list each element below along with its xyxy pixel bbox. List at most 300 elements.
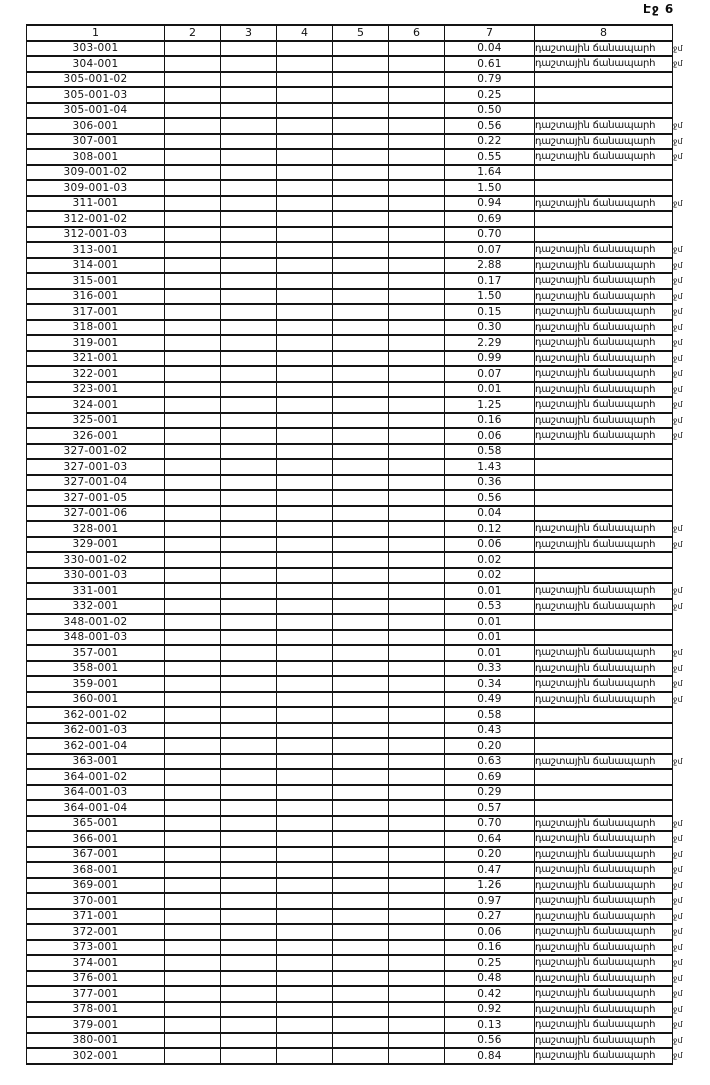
empty-cell (165, 707, 221, 723)
table-row (27, 645, 697, 661)
margin-note: ջմ (673, 586, 683, 596)
margin-note (673, 180, 697, 196)
empty-cell (165, 320, 221, 336)
empty-cell (221, 118, 277, 134)
table-row (27, 785, 697, 801)
margin-note: ջմ (673, 136, 683, 146)
empty-cell (277, 847, 333, 863)
empty-cell (277, 227, 333, 243)
table-row (27, 382, 697, 398)
empty-cell (333, 351, 389, 367)
empty-cell (221, 568, 277, 584)
parcel-code: 357-001 (27, 645, 165, 661)
empty-cell (277, 134, 333, 150)
area-value: 0.61 (445, 56, 535, 72)
empty-cell (333, 397, 389, 413)
empty-cell (333, 1017, 389, 1033)
parcel-code: 313-001 (27, 242, 165, 258)
empty-cell (333, 1048, 389, 1064)
table-row (27, 692, 697, 708)
land-use-type (535, 568, 673, 584)
parcel-code: 348-001-03 (27, 630, 165, 646)
area-value: 0.43 (445, 723, 535, 739)
land-use-type: դաշտային ճանապարհ (535, 1017, 673, 1033)
empty-cell (389, 940, 445, 956)
empty-cell (389, 366, 445, 382)
empty-cell (221, 521, 277, 537)
parcel-code: 327-001-04 (27, 475, 165, 491)
land-use-type (535, 490, 673, 506)
empty-cell (165, 490, 221, 506)
parcel-code: 309-001-03 (27, 180, 165, 196)
area-value: 0.58 (445, 707, 535, 723)
margin-note (673, 723, 697, 739)
empty-cell (389, 165, 445, 181)
empty-cell (277, 893, 333, 909)
parcel-code: 364-001-03 (27, 785, 165, 801)
empty-cell (165, 816, 221, 832)
empty-cell (165, 335, 221, 351)
empty-cell (165, 211, 221, 227)
table-row (27, 816, 697, 832)
empty-cell (277, 1048, 333, 1064)
margin-note: ջմ (673, 818, 683, 828)
empty-cell (277, 1017, 333, 1033)
empty-cell (389, 893, 445, 909)
parcel-code: 302-001 (27, 1048, 165, 1064)
empty-cell (277, 661, 333, 677)
empty-cell (165, 289, 221, 305)
empty-cell (221, 692, 277, 708)
area-value: 0.04 (445, 41, 535, 57)
land-use-type: դաշտային ճանապարհ (535, 428, 673, 444)
empty-cell (277, 459, 333, 475)
parcel-code: 312-001-02 (27, 211, 165, 227)
table-row (27, 258, 697, 274)
empty-cell (277, 986, 333, 1002)
table-row (27, 1048, 697, 1064)
margin-note (673, 785, 697, 801)
land-use-type: դաշտային ճանապարհ (535, 924, 673, 940)
empty-cell (277, 211, 333, 227)
empty-cell (277, 165, 333, 181)
parcel-code: 318-001 (27, 320, 165, 336)
margin-note (673, 459, 697, 475)
empty-cell (389, 599, 445, 615)
empty-cell (333, 41, 389, 57)
parcel-code: 365-001 (27, 816, 165, 832)
table-row (27, 909, 697, 925)
empty-cell (221, 723, 277, 739)
empty-cell (165, 769, 221, 785)
empty-cell (221, 413, 277, 429)
margin-note: ջմ (673, 648, 683, 658)
empty-cell (333, 428, 389, 444)
parcel-code: 374-001 (27, 955, 165, 971)
parcel-code: 323-001 (27, 382, 165, 398)
empty-cell (165, 521, 221, 537)
margin-note (673, 800, 697, 816)
empty-cell (389, 955, 445, 971)
parcel-code: 368-001 (27, 862, 165, 878)
land-use-type: դաշտային ճանապարհ (535, 521, 673, 537)
table-row (27, 878, 697, 894)
table-row (27, 599, 697, 615)
margin-note (673, 72, 697, 88)
margin-note: ջմ (673, 524, 683, 534)
empty-cell (165, 1002, 221, 1018)
empty-cell (277, 707, 333, 723)
empty-cell (165, 940, 221, 956)
empty-cell (165, 924, 221, 940)
empty-cell (165, 909, 221, 925)
land-use-type: դաշտային ճանապարհ (535, 382, 673, 398)
empty-cell (389, 242, 445, 258)
parcel-code: 319-001 (27, 335, 165, 351)
empty-cell (165, 630, 221, 646)
area-value: 0.16 (445, 940, 535, 956)
empty-cell (165, 723, 221, 739)
margin-note: ջմ (673, 663, 683, 673)
parcel-code: 309-001-02 (27, 165, 165, 181)
empty-cell (277, 924, 333, 940)
page-number: Էջ 6 (643, 2, 675, 16)
empty-cell (333, 847, 389, 863)
land-use-type (535, 459, 673, 475)
land-use-type: դաշտային ճանապարհ (535, 940, 673, 956)
empty-cell (333, 893, 389, 909)
margin-note (673, 738, 697, 754)
empty-cell (277, 413, 333, 429)
column-header-8: 8 (535, 25, 673, 41)
parcel-code: 358-001 (27, 661, 165, 677)
land-use-type: դաշտային ճանապարհ (535, 413, 673, 429)
empty-cell (389, 103, 445, 119)
empty-cell (165, 692, 221, 708)
land-use-type (535, 227, 673, 243)
table-row (27, 1033, 697, 1049)
empty-cell (221, 56, 277, 72)
empty-cell (277, 769, 333, 785)
empty-cell (333, 955, 389, 971)
empty-cell (221, 614, 277, 630)
empty-cell (165, 413, 221, 429)
parcel-code: 316-001 (27, 289, 165, 305)
empty-cell (221, 537, 277, 553)
margin-note: ջմ (673, 911, 683, 921)
land-use-type: դաշտային ճանապարհ (535, 676, 673, 692)
land-use-type: դաշտային ճանապարհ (535, 645, 673, 661)
empty-cell (277, 72, 333, 88)
parcel-code: 311-001 (27, 196, 165, 212)
empty-cell (165, 242, 221, 258)
parcel-code: 324-001 (27, 397, 165, 413)
empty-cell (333, 537, 389, 553)
table-row (27, 738, 697, 754)
empty-cell (333, 196, 389, 212)
land-use-type (535, 165, 673, 181)
area-value: 0.02 (445, 568, 535, 584)
empty-cell (221, 707, 277, 723)
empty-cell (221, 304, 277, 320)
empty-cell (165, 72, 221, 88)
area-value: 0.69 (445, 211, 535, 227)
land-use-type: դաշտային ճանապարհ (535, 258, 673, 274)
parcel-code: 364-001-02 (27, 769, 165, 785)
empty-cell (277, 645, 333, 661)
area-value: 0.49 (445, 692, 535, 708)
empty-cell (221, 273, 277, 289)
table-row (27, 769, 697, 785)
parcel-code: 321-001 (27, 351, 165, 367)
area-value: 0.56 (445, 118, 535, 134)
land-use-type (535, 72, 673, 88)
empty-cell (277, 630, 333, 646)
empty-cell (277, 87, 333, 103)
area-value: 0.16 (445, 413, 535, 429)
table-row (27, 583, 697, 599)
table-row (27, 723, 697, 739)
empty-cell (277, 785, 333, 801)
land-use-type (535, 738, 673, 754)
margin-note (673, 103, 697, 119)
empty-cell (389, 258, 445, 274)
empty-cell (333, 816, 389, 832)
margin-note: ջմ (673, 322, 683, 332)
area-value: 0.84 (445, 1048, 535, 1064)
empty-cell (277, 521, 333, 537)
table-row (27, 490, 697, 506)
land-use-type: դաշտային ճանապարհ (535, 304, 673, 320)
margin-note (673, 707, 697, 723)
empty-cell (165, 351, 221, 367)
empty-cell (389, 304, 445, 320)
empty-cell (333, 986, 389, 1002)
table-row (27, 103, 697, 119)
empty-cell (277, 242, 333, 258)
land-use-type: դաշտային ճանապարհ (535, 289, 673, 305)
land-use-type: դաշտային ճանապարհ (535, 583, 673, 599)
empty-cell (165, 661, 221, 677)
empty-cell (333, 382, 389, 398)
empty-cell (221, 366, 277, 382)
area-value: 0.56 (445, 1033, 535, 1049)
empty-cell (221, 444, 277, 460)
empty-cell (165, 552, 221, 568)
area-value: 1.43 (445, 459, 535, 475)
land-use-type (535, 552, 673, 568)
empty-cell (221, 940, 277, 956)
empty-cell (277, 273, 333, 289)
land-use-type: դաշտային ճանապարհ (535, 1002, 673, 1018)
empty-cell (389, 180, 445, 196)
margin-note (673, 211, 697, 227)
empty-cell (333, 103, 389, 119)
empty-cell (221, 180, 277, 196)
column-header-7: 7 (445, 25, 535, 41)
margin-note: ջմ (673, 198, 683, 208)
area-value: 0.01 (445, 645, 535, 661)
empty-cell (165, 304, 221, 320)
table-row (27, 428, 697, 444)
parcel-code: 376-001 (27, 971, 165, 987)
land-use-type: դաշտային ճանապարհ (535, 831, 673, 847)
empty-cell (221, 87, 277, 103)
parcel-code: 380-001 (27, 1033, 165, 1049)
empty-cell (389, 661, 445, 677)
margin-spacer (673, 25, 697, 41)
land-use-type (535, 506, 673, 522)
column-header-6: 6 (389, 25, 445, 41)
parcel-code: 372-001 (27, 924, 165, 940)
parcel-code: 362-001-03 (27, 723, 165, 739)
empty-cell (221, 769, 277, 785)
empty-cell (333, 118, 389, 134)
table-row (27, 211, 697, 227)
empty-cell (277, 103, 333, 119)
empty-cell (333, 862, 389, 878)
area-value: 1.25 (445, 397, 535, 413)
area-value: 0.50 (445, 103, 535, 119)
empty-cell (221, 289, 277, 305)
empty-cell (277, 196, 333, 212)
empty-cell (277, 397, 333, 413)
land-use-type: դաշտային ճանապարհ (535, 118, 673, 134)
empty-cell (165, 366, 221, 382)
empty-cell (221, 955, 277, 971)
header-row (27, 25, 697, 41)
empty-cell (389, 134, 445, 150)
empty-cell (333, 413, 389, 429)
margin-note: ջմ (673, 400, 683, 410)
empty-cell (221, 1017, 277, 1033)
area-value: 0.13 (445, 1017, 535, 1033)
empty-cell (389, 1033, 445, 1049)
empty-cell (333, 304, 389, 320)
empty-cell (277, 428, 333, 444)
empty-cell (165, 273, 221, 289)
empty-cell (333, 909, 389, 925)
empty-cell (333, 1002, 389, 1018)
empty-cell (221, 351, 277, 367)
empty-cell (221, 599, 277, 615)
empty-cell (389, 444, 445, 460)
empty-cell (221, 382, 277, 398)
area-value: 2.88 (445, 258, 535, 274)
empty-cell (333, 769, 389, 785)
area-value: 0.17 (445, 273, 535, 289)
table-row (27, 273, 697, 289)
parcel-code: 332-001 (27, 599, 165, 615)
parcel-code: 360-001 (27, 692, 165, 708)
table-row (27, 149, 697, 165)
margin-note: ջմ (673, 601, 683, 611)
empty-cell (277, 909, 333, 925)
land-use-type: դաշտային ճանապարհ (535, 847, 673, 863)
margin-note: ջմ (673, 1004, 683, 1014)
empty-cell (165, 738, 221, 754)
parcel-code: 306-001 (27, 118, 165, 134)
empty-cell (277, 723, 333, 739)
area-value: 0.69 (445, 769, 535, 785)
area-value: 0.36 (445, 475, 535, 491)
empty-cell (333, 165, 389, 181)
land-use-type (535, 180, 673, 196)
empty-cell (165, 41, 221, 57)
land-use-type (535, 87, 673, 103)
area-value: 0.34 (445, 676, 535, 692)
column-header-2: 2 (165, 25, 221, 41)
table-row (27, 72, 697, 88)
empty-cell (221, 630, 277, 646)
land-use-type: դաշտային ճանապարհ (535, 56, 673, 72)
empty-cell (277, 118, 333, 134)
table-row (27, 459, 697, 475)
empty-cell (333, 521, 389, 537)
empty-cell (277, 599, 333, 615)
table-row (27, 986, 697, 1002)
empty-cell (221, 149, 277, 165)
empty-cell (165, 397, 221, 413)
area-value: 0.27 (445, 909, 535, 925)
empty-cell (389, 118, 445, 134)
table-row (27, 506, 697, 522)
table-row (27, 304, 697, 320)
empty-cell (221, 335, 277, 351)
parcel-code: 307-001 (27, 134, 165, 150)
margin-note (673, 568, 697, 584)
table-row (27, 940, 697, 956)
parcel-code: 379-001 (27, 1017, 165, 1033)
margin-note (673, 769, 697, 785)
empty-cell (277, 490, 333, 506)
empty-cell (333, 723, 389, 739)
empty-cell (165, 444, 221, 460)
area-value: 0.99 (445, 351, 535, 367)
empty-cell (277, 149, 333, 165)
table-row (27, 800, 697, 816)
margin-note: ջմ (673, 880, 683, 890)
table-row (27, 707, 697, 723)
empty-cell (221, 878, 277, 894)
empty-cell (165, 103, 221, 119)
table-row (27, 56, 697, 72)
empty-cell (389, 723, 445, 739)
table-row (27, 754, 697, 770)
empty-cell (333, 552, 389, 568)
margin-note: ջմ (673, 260, 683, 270)
empty-cell (389, 1017, 445, 1033)
parcel-code: 305-001-03 (27, 87, 165, 103)
empty-cell (333, 645, 389, 661)
empty-cell (389, 816, 445, 832)
empty-cell (389, 738, 445, 754)
parcel-code: 369-001 (27, 878, 165, 894)
land-use-type: դաշտային ճանապարհ (535, 273, 673, 289)
margin-note (673, 87, 697, 103)
parcel-code: 377-001 (27, 986, 165, 1002)
empty-cell (389, 289, 445, 305)
area-value: 0.22 (445, 134, 535, 150)
empty-cell (389, 630, 445, 646)
area-value: 0.70 (445, 227, 535, 243)
margin-note: ջմ (673, 121, 683, 131)
empty-cell (389, 320, 445, 336)
empty-cell (165, 1048, 221, 1064)
empty-cell (165, 428, 221, 444)
empty-cell (221, 831, 277, 847)
empty-cell (333, 273, 389, 289)
